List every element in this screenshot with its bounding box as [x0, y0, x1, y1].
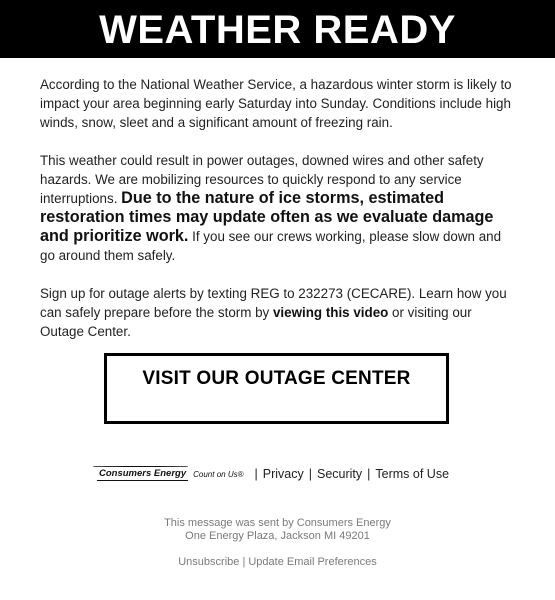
visit-outage-center-button[interactable] — [104, 353, 449, 424]
sent-by-line: This message was sent by Consumers Energy — [164, 517, 391, 529]
crews-safety-text: If you see our crews working, please slow down and go around them safely. — [40, 229, 502, 263]
consumers-energy-logo[interactable] — [97, 468, 244, 481]
signup-text: Sign up for outage alerts by texting REG to 232273 (CECARE). Learn how you can safely prepare before the storm by — [40, 286, 507, 320]
separator: | — [308, 467, 312, 481]
logo-brand-text: Consumers Energy — [99, 467, 187, 479]
separator: | — [367, 467, 371, 481]
logo-tagline: Count on Us® — [193, 469, 244, 479]
outage-info-text: This weather could result in power outages, downed wires and other safety hazards. We are mobilizing resources to quickly respond to any service interruptions. — [40, 153, 484, 206]
ice-storm-emphasis: Due to the nature of ice storms, estimated restoration times may update often as we evaluate damage and prioritize work. — [40, 189, 494, 245]
security-link[interactable]: Security — [316, 467, 363, 481]
separator: | — [254, 467, 258, 481]
header-banner — [0, 0, 555, 58]
cta-label: VISIT OUR OUTAGE CENTER — [142, 368, 411, 389]
terms-of-use-link[interactable]: Terms of Use — [375, 467, 450, 481]
paragraph-signup — [40, 284, 518, 341]
unsubscribe-link[interactable]: Unsubscribe — [178, 556, 240, 568]
email-preferences-row — [0, 556, 555, 568]
sender-address-line: One Energy Plaza, Jackson MI 49201 — [185, 530, 370, 542]
sender-info — [0, 517, 555, 543]
outage-center-text: or visiting our Outage Center. — [40, 305, 472, 339]
footer-links-row — [97, 462, 449, 486]
paragraph-storm-notice: According to the National Weather Service, a hazardous winter storm is likely to impact your area beginning early Saturday into Sunday. Conditions include high winds, snow, sleet and a significant amount of freezing rain. — [40, 77, 512, 130]
update-preferences-link[interactable]: Update Email Preferences — [248, 556, 377, 568]
privacy-link[interactable]: Privacy — [262, 467, 304, 481]
paragraph-outage-info — [40, 151, 518, 265]
email-body — [40, 75, 518, 360]
video-link[interactable]: viewing this video — [272, 305, 389, 320]
banner-title: WEATHER READY — [99, 8, 456, 52]
separator: | — [242, 556, 246, 568]
